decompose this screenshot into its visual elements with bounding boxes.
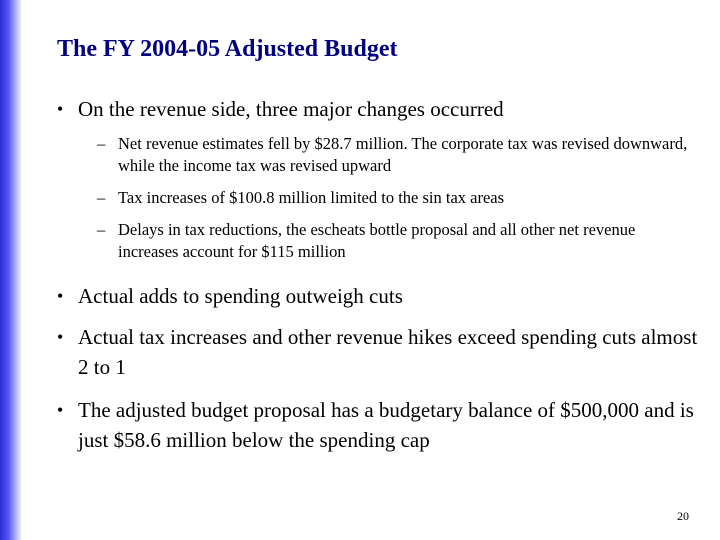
subitem-text: Tax increases of $100.8 million limited to the sin tax areas — [118, 188, 505, 207]
dash-marker: – — [97, 188, 106, 207]
dash-marker: – — [97, 220, 106, 239]
bullet-marker: • — [57, 99, 64, 119]
bullet-text: Actual tax increases and other revenue hikes exceed spending cuts almost 2 to 1 — [78, 325, 698, 379]
side-accent-bar — [0, 0, 22, 540]
dash-marker: – — [97, 134, 106, 153]
bullet-marker: • — [57, 400, 64, 420]
subitem-text: Delays in tax reductions, the escheats bottle proposal and all other net revenue increases account for $115 million — [118, 220, 636, 261]
slide-title: The FY 2004-05 Adjusted Budget — [57, 36, 398, 62]
bullet-marker: • — [57, 327, 64, 347]
page-number: 20 — [677, 509, 689, 523]
bullet-text: The adjusted budget proposal has a budgetary balance of $500,000 and is just $58.6 million below the spending cap — [78, 398, 694, 452]
bullet-text: Actual adds to spending outweigh cuts — [78, 284, 403, 308]
subitem-text: Net revenue estimates fell by $28.7 million. The corporate tax was revised downward, while the income tax was revised upward — [118, 134, 688, 175]
bullet-text: On the revenue side, three major changes occurred — [78, 97, 504, 121]
bullet-marker: • — [57, 286, 64, 306]
